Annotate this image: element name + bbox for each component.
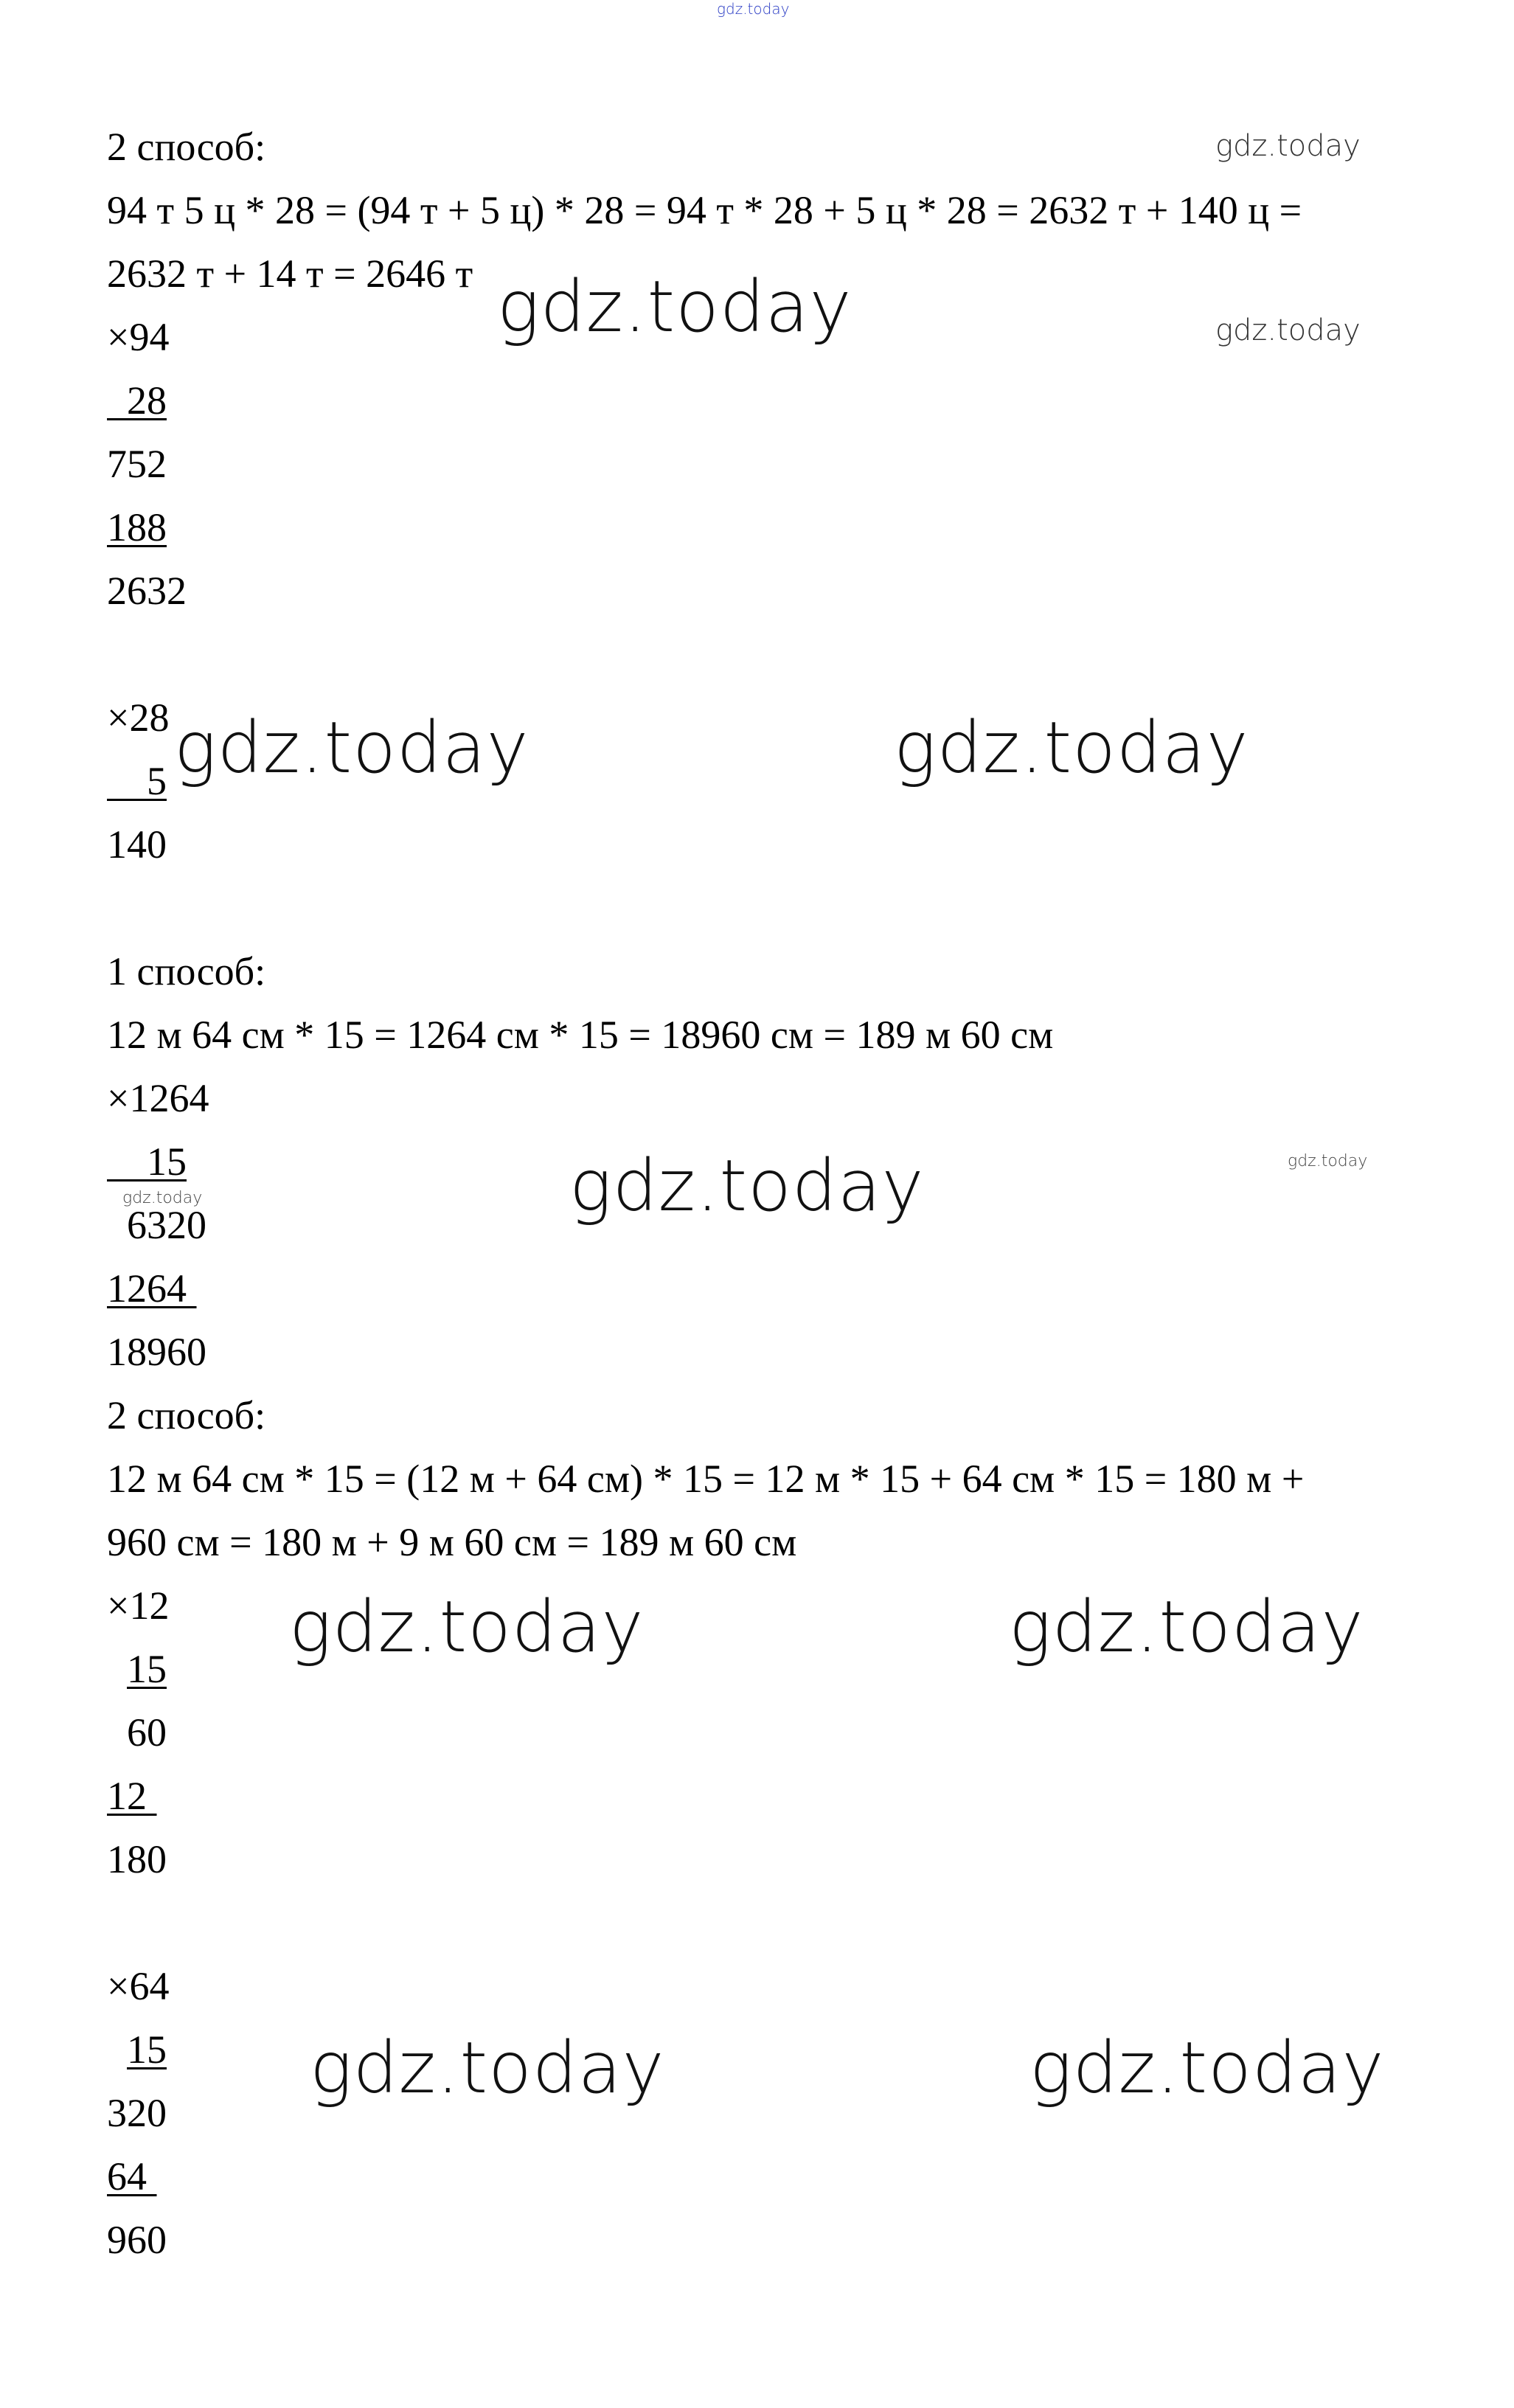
watermark: gdz.today [569, 1145, 925, 1227]
column-calc-line: ×94 [107, 315, 170, 359]
watermark: gdz.today [894, 707, 1249, 789]
column-calc-line: 12 [107, 1774, 157, 1818]
watermark: gdz.today [497, 266, 853, 348]
column-calc-line: ×64 [107, 1964, 170, 2008]
column-calc-line: 1264 [107, 1266, 197, 1311]
watermark: gdz.today [1009, 1586, 1364, 1668]
watermark: gdz.today [310, 2027, 665, 2109]
equation-line: 12 м 64 см * 15 = 1264 см * 15 = 18960 см = 189 м 60 см [107, 1013, 1054, 1057]
column-calc-line: 6320 [127, 1203, 206, 1247]
watermark-top: gdz.today [717, 0, 790, 18]
column-calc-line: ×1264 [107, 1076, 209, 1120]
column-calc-line: ×12 [107, 1583, 170, 1628]
method-2-heading: 2 способ: [107, 125, 266, 169]
watermark: gdz.today [1215, 129, 1361, 163]
column-calc-line: 960 [107, 2218, 167, 2262]
method-1-heading: 1 способ: [107, 949, 266, 993]
column-calc-line: 180 [107, 1837, 167, 1881]
column-calc-line: 28 [107, 378, 167, 423]
column-calc-line: ×28 [107, 695, 170, 740]
equation-line: 960 см = 180 м + 9 м 60 см = 189 м 60 см [107, 1520, 797, 1564]
column-calc-line: 140 [107, 822, 167, 867]
column-calc-line: 320 [107, 2091, 167, 2135]
column-calc-line: 2632 [107, 569, 187, 613]
watermark: gdz.today [1288, 1152, 1368, 1170]
column-calc-line: 188 [107, 505, 167, 549]
watermark: gdz.today [122, 1189, 203, 1207]
watermark: gdz.today [289, 1586, 645, 1668]
equation-line: 94 т 5 ц * 28 = (94 т + 5 ц) * 28 = 94 т * 28 + 5 ц * 28 = 2632 т + 140 ц = [107, 188, 1302, 232]
method-2-heading: 2 способ: [107, 1393, 266, 1437]
watermark: gdz.today [1029, 2027, 1385, 2109]
column-calc-line: 18960 [107, 1330, 206, 1374]
column-calc-line: 15 [107, 1139, 187, 1184]
column-calc-line: 60 [127, 1710, 167, 1755]
watermark: gdz.today [1215, 313, 1361, 347]
column-calc-line: 752 [107, 442, 167, 486]
equation-line: 2632 т + 14 т = 2646 т [107, 251, 473, 296]
column-calc-line: 15 [127, 2027, 167, 2072]
column-calc-line: 64 [107, 2154, 157, 2199]
column-calc-line: 5 [107, 759, 167, 803]
watermark: gdz.today [174, 707, 529, 789]
column-calc-line: 15 [127, 1647, 167, 1691]
equation-line: 12 м 64 см * 15 = (12 м + 64 см) * 15 = 12 м * 15 + 64 см * 15 = 180 м + [107, 1457, 1305, 1501]
